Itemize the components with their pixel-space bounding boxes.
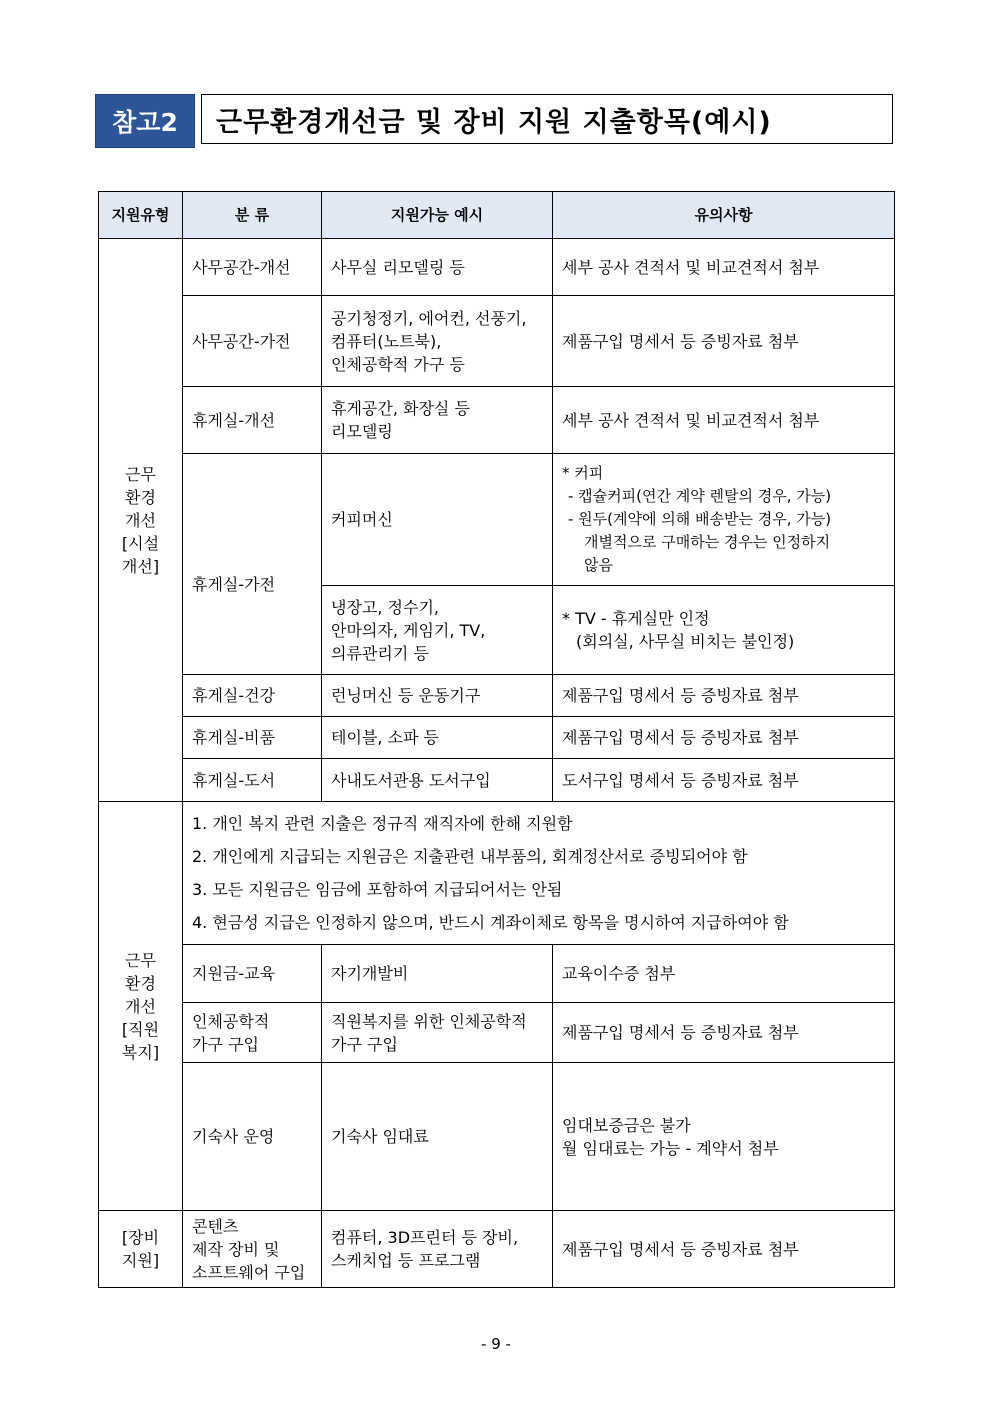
page-header [95,94,895,148]
example-cell: 휴게공간, 화장실 등 리모델링 [322,387,553,454]
table-row [99,454,895,586]
example-cell: 공기청정기, 에어컨, 선풍기, 컴퓨터(노트북), 인체공학적 가구 등 [322,296,553,387]
support-type-facility: 근무 환경 개선 [시설 개선] [99,239,183,802]
note-cell: * 커피 - 캡슐커피(연간 계약 렌탈의 경우, 가능) - 원두(계약에 의해 배송받는 경우, 가능) 개별적으로 구매하는 경우는 인정하지 않음 [553,454,895,586]
column-header: 지원유형 [99,192,183,239]
table-row [99,296,895,387]
rule-item: 1. 개인 복지 관련 지출은 정규직 재직자에 한해 지원함 [192,814,573,833]
column-header: 분 류 [183,192,322,239]
note-cell: 도서구입 명세서 등 증빙자료 첨부 [553,759,895,802]
note-cell: 교육이수증 첨부 [553,945,895,1003]
reference-tag: 참고2 [95,94,195,148]
example-cell: 직원복지를 위한 인체공학적 가구 구입 [322,1003,553,1063]
note-cell: 세부 공사 견적서 및 비교견적서 첨부 [553,387,895,454]
example-cell: 자기개발비 [322,945,553,1003]
example-cell: 사무실 리모델링 등 [322,239,553,296]
category-cell: 사무공간-개선 [183,239,322,296]
column-header: 지원가능 예시 [322,192,553,239]
table-row [99,675,895,717]
category-cell: 휴게실-가전 [183,454,322,675]
table-row [99,1063,895,1211]
example-cell: 커피머신 [322,454,553,586]
example-cell: 테이블, 소파 등 [322,717,553,759]
note-cell: 제품구입 명세서 등 증빙자료 첨부 [553,1211,895,1288]
table-row [99,239,895,296]
page-title: 근무환경개선금 및 장비 지원 지출항목(예시) [201,94,893,144]
note-cell: * TV - 휴게실만 인정 (회의실, 사무실 비치는 불인정) [553,586,895,675]
note-cell: 제품구입 명세서 등 증빙자료 첨부 [553,296,895,387]
table-row [99,802,895,945]
example-cell: 런닝머신 등 운동기구 [322,675,553,717]
example-cell: 기숙사 임대료 [322,1063,553,1211]
category-cell: 기숙사 운영 [183,1063,322,1211]
table-row [99,387,895,454]
category-cell: 사무공간-가전 [183,296,322,387]
example-cell: 사내도서관용 도서구입 [322,759,553,802]
category-cell: 휴게실-개선 [183,387,322,454]
table-row [99,1003,895,1063]
support-type-equipment: [장비 지원] [99,1211,183,1288]
column-header: 유의사항 [553,192,895,239]
expense-table [98,191,895,1288]
table-row [99,1211,895,1288]
note-cell: 임대보증금은 불가 월 임대료는 가능 - 계약서 첨부 [553,1063,895,1211]
example-cell: 컴퓨터, 3D프린터 등 장비, 스케치업 등 프로그램 [322,1211,553,1288]
category-cell: 휴게실-비품 [183,717,322,759]
category-cell: 콘텐츠 제작 장비 및 소프트웨어 구입 [183,1211,322,1288]
table-header-row [99,192,895,239]
category-cell: 인체공학적 가구 구입 [183,1003,322,1063]
table-row [99,945,895,1003]
page-number: - 9 - [481,1335,511,1353]
rule-item: 3. 모든 지원금은 임금에 포함하여 지급되어서는 안됨 [192,880,563,899]
table-row [99,759,895,802]
category-cell: 지원금-교육 [183,945,322,1003]
example-cell: 냉장고, 정수기, 안마의자, 게임기, TV, 의류관리기 등 [322,586,553,675]
category-cell: 휴게실-도서 [183,759,322,802]
note-cell: 제품구입 명세서 등 증빙자료 첨부 [553,1003,895,1063]
note-cell: 세부 공사 견적서 및 비교견적서 첨부 [553,239,895,296]
rule-item: 2. 개인에게 지급되는 지원금은 지출관련 내부품의, 회계정산서로 증빙되어야 함 [192,847,748,866]
note-cell: 제품구입 명세서 등 증빙자료 첨부 [553,717,895,759]
note-cell: 제품구입 명세서 등 증빙자료 첨부 [553,675,895,717]
category-cell: 휴게실-건강 [183,675,322,717]
table-row [99,717,895,759]
rule-item: 4. 현금성 지급은 인정하지 않으며, 반드시 계좌이체로 항목을 명시하여 지급하여야 함 [192,913,789,932]
welfare-rules [183,802,895,945]
support-type-welfare: 근무 환경 개선 [직원 복지] [99,802,183,1211]
